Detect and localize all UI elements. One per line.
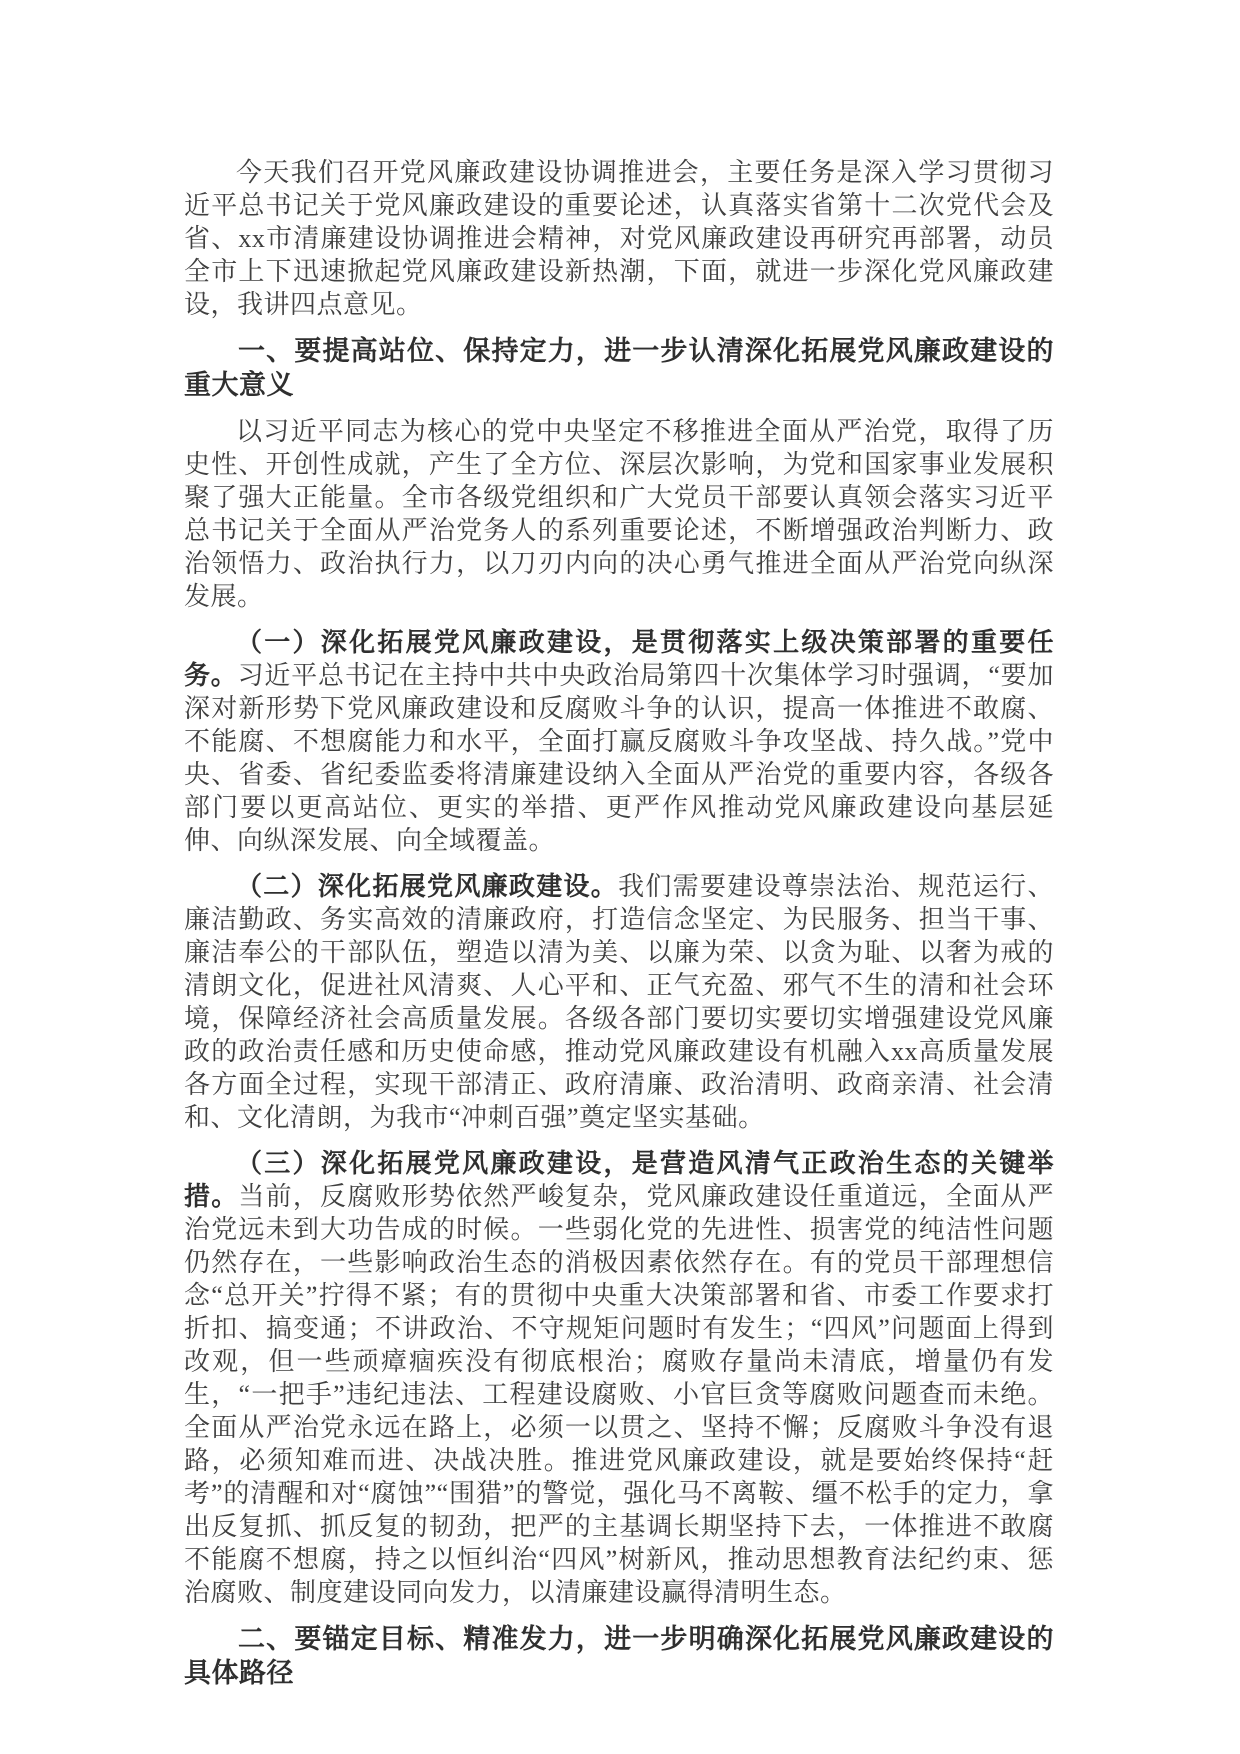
- intro-paragraph-text: 今天我们召开党风廉政建设协调推进会，主要任务是深入学习贯彻习近平总书记关于党风廉政建设的重要论述，认真落实省第十二次党代会及省、xx市清廉建设协调推进会精神，对党风廉政建设再研究再部署，动员全市上下迅速掀起党风廉政建设新热潮，下面，就进一步深化党风廉政建设，我讲四点意见。: [184, 158, 1054, 319]
- section-1-item-2-text: 我们需要建设尊崇法治、规范运行、廉洁勤政、务实高效的清廉政府，打造信念坚定、为民服务、担当干事、廉洁奉公的干部队伍，塑造以清为美、以廉为荣、以贪为耻、以奢为戒的清朗文化，促进社风清爽、人心平和、正气充盈、邪气不生的清和社会环境，保障经济社会高质量发展。各级各部门要切实要切实增强建设党风廉政的政治责任感和历史使命感，推动党风廉政建设有机融入xx高质量发展各方面全过程，实现干部清正、政府清廉、政治清明、政商亲清、社会清和、文化清朗，为我市“冲刺百强”奠定坚实基础。: [184, 872, 1054, 1132]
- section-1-item-2-lead: （二）深化拓展党风廉政建设。: [236, 872, 619, 901]
- intro-paragraph: [184, 156, 1054, 321]
- section-1-item-1-lead: （一）深化拓展党风廉政建设，是贯彻落实上级决策部署的重要任务。: [184, 628, 1054, 690]
- section-1-item-3-text: 当前，反腐败形势依然严峻复杂，党风廉政建设任重道远，全面从严治党远未到大功告成的时候。一些弱化党的先进性、损害党的纯洁性问题仍然存在，一些影响政治生态的消极因素依然存在。有的党员干部理想信念“总开关”拧得不紧；有的贯彻中央重大决策部署和省、市委工作要求打折扣、搞变通；不讲政治、不守规矩问题时有发生；“四风”问题面上得到改观，但一些顽瘴痼疾没有彻底根治；腐败存量尚未清底，增量仍有发生，“一把手”违纪违法、工程建设腐败、小官巨贪等腐败问题查而未绝。全面从严治党永远在路上，必须一以贯之、坚持不懈；反腐败斗争没有退路，必须知难而进、决战决胜。推进党风廉政建设，就是要始终保持“赶考”的清醒和对“腐蚀”“围猎”的警觉，强化马不离鞍、缰不松手的定力，拿出反复抓、抓反复的韧劲，把严的主基调长期坚持下去，一体推进不敢腐不能腐不想腐，持之以恒纠治“四风”树新风，推动思想教育法纪约束、惩治腐败、制度建设同向发力，以清廉建设赢得清明生态。: [184, 1182, 1054, 1607]
- section-2-heading: 二、要锚定目标、精准发力，进一步明确深化拓展党风廉政建设的具体路径: [184, 1624, 1054, 1688]
- section-1-item-2-paragraph: [184, 870, 1054, 1134]
- section-1-item-3-paragraph: [184, 1147, 1054, 1609]
- section-1-heading: 一、要提高站位、保持定力，进一步认清深化拓展党风廉政建设的重大意义: [184, 336, 1054, 400]
- section-1-opening-text: 以习近平同志为核心的党中央坚定不移推进全面从严治党，取得了历史性、开创性成就，产生了全方位、深层次影响，为党和国家事业发展积聚了强大正能量。全市各级党组织和广大党员干部要认真领会落实习近平总书记关于全面从严治党务人的系列重要论述，不断增强政治判断力、政治领悟力、政治执行力，以刀刃内向的决心勇气推进全面从严治党向纵深发展。: [184, 417, 1054, 611]
- section-1-item-1-text: 习近平总书记在主持中共中央政治局第四十次集体学习时强调，“要加深对新形势下党风廉政建设和反腐败斗争的认识，提高一体推进不敢腐、不能腐、不想腐能力和水平，全面打赢反腐败斗争攻坚战、持久战。”党中央、省委、省纪委监委将清廉建设纳入全面从严治党的重要内容，各级各部门要以更高站位、更实的举措、更严作风推动党风廉政建设向基层延伸、向纵深发展、向全域覆盖。: [184, 661, 1054, 855]
- section-1-opening-paragraph: [184, 415, 1054, 613]
- section-1-item-3-lead: （三）深化拓展党风廉政建设，是营造风清气正政治生态的关键举措。: [184, 1149, 1054, 1211]
- section-1-item-1-paragraph: [184, 626, 1054, 857]
